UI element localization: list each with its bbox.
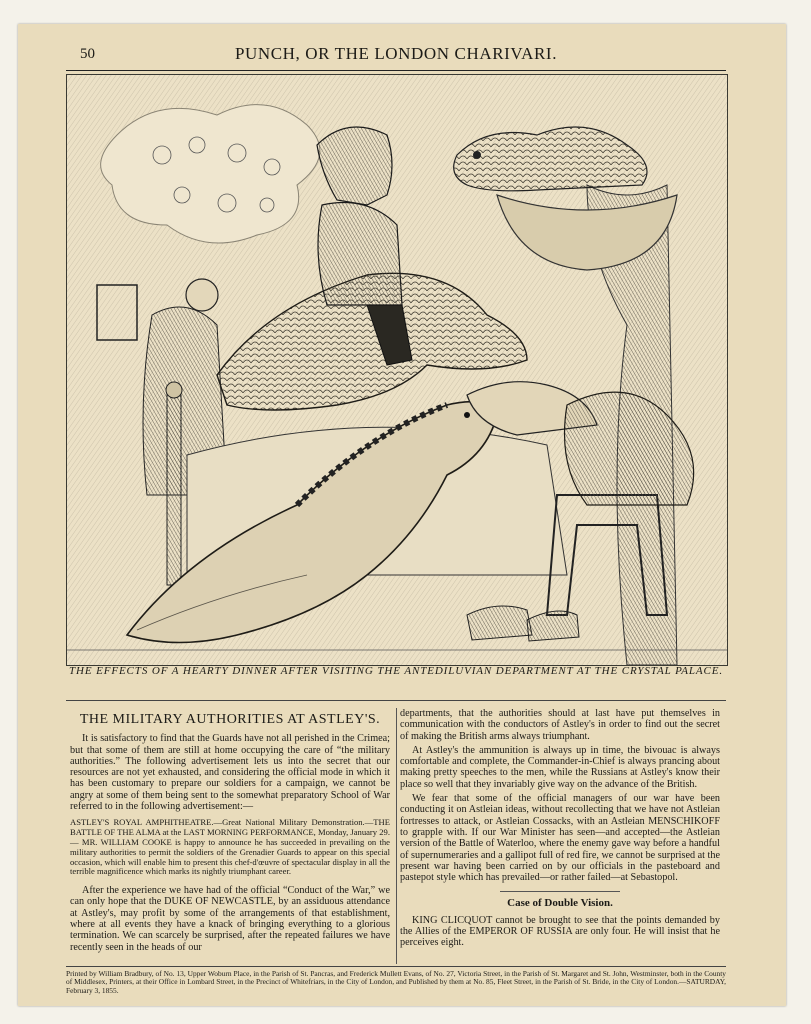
article-paragraph: departments, that the authorities should at last have put themselves in communication with the conductors of Astley's in order to find out the secret of making the British arms always triumphant. (400, 708, 720, 742)
imprint-divider (66, 966, 726, 967)
advertisement-quote (70, 818, 390, 877)
newspaper-page (18, 24, 786, 1006)
article-paragraph: We fear that some of the official managers of our war have been conducting it on Astleian ideas, without recollecting that we have not Astleian fortresses to attack, or Astleian Cossacks, with an Astleian MENSCHIKOFF to grapple with. If our War Minister has seen—and accepted—the Astleian version of the Battle of Waterloo, where the enemy gave way before a handful of supernumeraries and a gallipot full of red fire, we cannot be surprised at the present war having been carried on by our officials in the pasteboard and pastepot style which has prevailed—or rather failed—at Sebastopol. (400, 793, 720, 884)
short-piece-title: Case of Double Vision. (507, 897, 613, 910)
masthead: PUNCH, OR THE LONDON CHARIVARI. (234, 44, 558, 63)
cartoon-engraving-image (67, 75, 727, 665)
page-header (66, 44, 726, 71)
illustration-caption: THE EFFECTS OF A HEARTY DINNER AFTER VISITING THE ANTEDILUVIAN DEPARTMENT AT THE CRYSTAL PALACE. (68, 665, 724, 677)
column-divider (396, 708, 397, 964)
article-column-left (70, 708, 390, 956)
cartoon-illustration (66, 74, 728, 666)
article-column-right (400, 708, 720, 952)
page-number: 50 (80, 46, 95, 62)
article-paragraph: After the experience we have had of the official “Conduct of the War,” we can only hope that the DUKE OF NEWCASTLE, by an assiduous attendance at Astley's, may profit by some of the arrangements of that establishment, where at all events they have a knack of bringing everything to a glorious termination. We can scarcely be surprised, after the repeated failures we have recently seen in the heads of our (70, 885, 390, 953)
advert-heading: ASTLEY'S ROYAL AMPHITHEATRE.—Great National Military Demonstration.—THE BATTLE OF THE ALMA at the LAST MORNING PERFORMANCE, Monday, January 29.— (70, 817, 390, 847)
printer-imprint: Printed by William Bradbury, of No. 13, Upper Woburn Place, in the Parish of St. Pancras, and Frederick Mullett Evans, of No. 27, Victoria Street, in the Parish of St. Margaret and St. John, Westminster, both in the County of Middlesex, Printers, at their Office in Lombard Street, in the Precinct of Whitefriars, in the City of London, and Published by them at No. 85, Fleet Street, in the Parish of St. Bride, in the City of London.—SATURDAY, February 3, 1855. (66, 969, 726, 995)
article-paragraph: At Astley's the ammunition is always up in time, the bivouac is always comfortable and complete, the Commander-in-Chief is always prancing about making pretty speeches to the men, while the Russians at Astley's know their place so well that they invariably give way on the advance of the British. (400, 744, 720, 790)
short-divider (500, 891, 620, 892)
advert-body: MR. WILLIAM COOKE is happy to announce he has succeeded in prevailing on the military authorities to permit the soldiers of the Grenadier Guards to appear on this special occasion, which will enable him to present this chef-d'œuvre of spectacular display in all the terrible magnificence which marks its nightly triumphant career. (70, 836, 390, 877)
section-divider (66, 700, 726, 701)
article-title: THE MILITARY AUTHORITIES AT ASTLEY'S. (79, 712, 381, 727)
article-paragraph: It is satisfactory to find that the Guards have not all perished in the Crimea; but that some of them are still at home occupying the care of “the military authorities.” The following advertisement lets us into the secret that our resources are not yet exhausted, and considering the official mode in which it has been customary to prepare our soldiers for a campaign, we cannot be angry at some of them being sent to the somewhat preparatory School of War referred to in the following advertisement:— (70, 733, 390, 813)
short-piece-body: KING CLICQUOT cannot be brought to see that the points demanded by the Allies of the EMPEROR OF RUSSIA are only four. He will insist that he perceives eight. (400, 914, 720, 949)
